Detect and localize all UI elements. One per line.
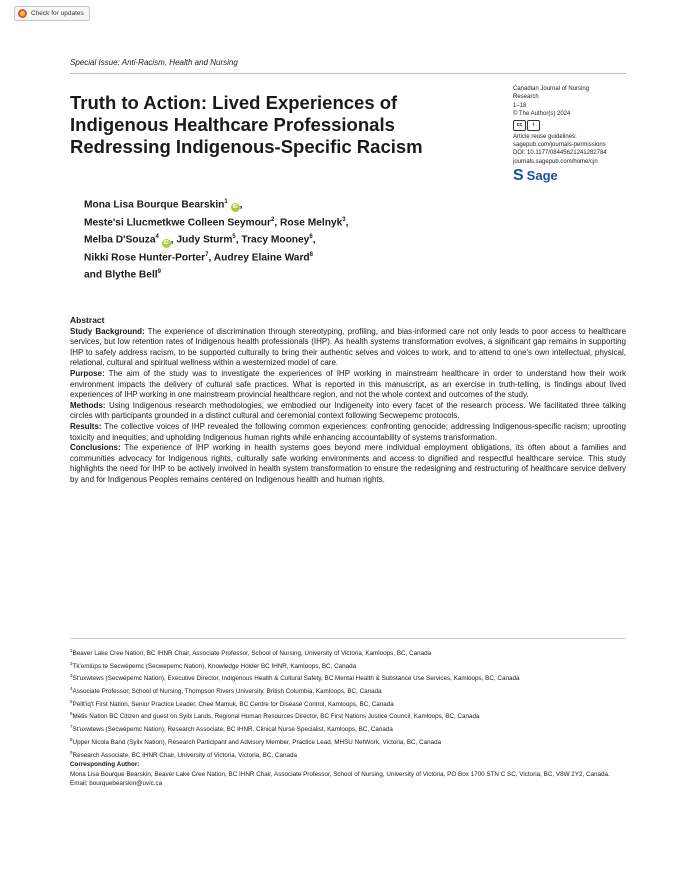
copyright: © The Author(s) 2024 [513, 111, 571, 118]
orcid-icon[interactable]: iD [232, 204, 238, 211]
attribution-icon: i [527, 120, 540, 131]
affiliation-number: 7 [70, 724, 73, 730]
abstract [70, 315, 626, 486]
affiliation-text: Upper Nicola Band (Syilx Nation), Research Participant and Advisory Member, Practice Lead, MHSU NetWork, Victoria, BC, Canada [72, 738, 442, 746]
affiliation [70, 709, 626, 722]
affiliation-number: 6 [70, 711, 73, 717]
orcid-icon[interactable]: iD [163, 239, 169, 246]
author-sup: 2 [271, 216, 275, 223]
abstract-results [70, 422, 626, 443]
author-sup: 6 [309, 234, 313, 241]
affiliation-number: 4 [70, 686, 73, 692]
affiliation-text: Research Associate, BC IHNR Chair, University of Victoria, Victoria, BC, Canada [72, 751, 297, 759]
corresponding-author-text: Mona Lisa Bourque Bearskin, Beaver Lake Cree Nation, BC IHNR Chair, Associate Professor, School of Nursing, University of Victoria, PO Box 1700 STN C SC, Victoria, BC, V8W 2Y2, Canada. [70, 770, 610, 778]
title-line-2: Indigenous Healthcare Professionals [70, 114, 395, 135]
affiliation-text: Pellt'iq't First Nation, Senior Practice Leader, Chee Mamuk, BC Centre for Disease Control, Kamloops, BC, Canada [72, 700, 394, 708]
affiliation-number: 5 [70, 698, 73, 704]
author-sup: 3 [342, 216, 346, 223]
affiliation-number: 3 [70, 673, 73, 679]
doi[interactable]: DOI: 10.1177/08445621241282784 [513, 150, 607, 157]
section-text: The experience of IHP working in health systems goes beyond mere individual employment obligations, its often about a families and communities advocacy for Indigenous rights, culturally safe working environments and access to dignified and respectful healthcare service. This study highlights the need for IHP to be actively involved in health system transformation to ensure the redesigning and restructuring of healthcare service delivery by and for Indigenous Peoples remains centered on Indigenous health and human rights. [70, 443, 627, 484]
footnote-divider [70, 638, 626, 639]
title-line-3: Redressing Indigenous-Specific Racism [70, 136, 423, 157]
cc-icon: cc [513, 120, 526, 131]
publisher-logo [513, 168, 633, 184]
sage-logo-icon: S [513, 167, 524, 185]
author-and: and [84, 269, 103, 281]
author-name: Meste'si Llucmetkwe Colleen Seymour [84, 216, 271, 228]
affiliation-text: Beaver Lake Cree Nation, BC IHNR Chair, Associate Professor, School of Nursing, University of Victoria, Kamloops, BC, Canada [72, 650, 432, 658]
journal-meta [513, 85, 633, 184]
reuse-guidelines-link[interactable]: sagepub.com/journals-permissions [513, 142, 606, 149]
author-list: Mona Lisa Bourque Bearskin$^1$ iD , Meste'si Llucmetkwe Colleen Seymour$^2$, Rose Melnyk$^3$, Melba D'Souza$^4$ iD , Judy Sturm$^5$, Tracy Mooney$^6$, Nikki Rose Hunter-Porter$^7$, Audrey Elaine Ward$^8$ and Blythe Bell$^9$ [84, 199, 349, 281]
section-label: Study Background: [70, 326, 145, 336]
section-text: The experience of discrimination through stereotyping, profiling, and bias-informed care not only leads to poor access to healthcare services, but low retention rates of Indigenous health professionals (IHP). As health systems transformation evolves, a significant gap remains in supporting IHP to safely address racism, to be supported culturally to bring their authentic selves and voices to work, and to attend to one's own intellectual, physical, relational, cultural and spiritual wellness within a westernized model of care. [70, 326, 627, 368]
author-sup: 4 [155, 234, 159, 241]
author-name: Mona Lisa Bourque Bearskin [84, 199, 225, 211]
author-sup: 8 [309, 251, 314, 258]
author-name: Blythe Bell [104, 269, 158, 281]
section-text: The aim of the study was to investigate the experiences of IHP working in mainstream healthcare in order to understand how their work environment impacts the delivery of cultural safe practices. What is reported in this manuscript, as an exercise in truth-telling, is findings about lived experiences of IHP working in one mainstream provincial healthcare region, and not the whole context and outcomes of the study. [70, 368, 627, 400]
section-text: The collective voices of IHP revealed the following common experiences: confronting genocide; addressing Indigenous-specific racism; uprooting toxicity and inequities; and upholding Indigenous human rights while enhancing accountability of systems transformation. [70, 421, 627, 442]
abstract-methods [70, 401, 626, 422]
header-divider [70, 73, 626, 74]
corresponding-author-label: Corresponding Author: [70, 761, 140, 769]
abstract-conclusions [70, 443, 626, 485]
section-label: Results: [70, 421, 102, 431]
affiliation [70, 671, 626, 684]
affiliation-text: Métis Nation BC Citizen and guest on Syilx Lands, Regional Human Resources Director, BC First Nations Justice Council, Kamloops, BC, Canada [72, 713, 480, 721]
crossmark-icon [18, 9, 27, 18]
check-for-updates-label: Check for updates [31, 10, 84, 17]
affiliation-number: 2 [70, 660, 73, 666]
affiliation-number: 1 [70, 648, 73, 653]
affiliation [70, 659, 626, 672]
special-issue-label: Special Issue: Anti-Racism, Health and Nursing [70, 58, 238, 67]
affiliation-number: 9 [70, 749, 73, 755]
author-name: Nikki Rose Hunter-Porter [84, 252, 206, 264]
abstract-purpose [70, 369, 626, 401]
section-label: Methods: [70, 400, 106, 410]
affiliation [70, 748, 626, 761]
journal-name-line-1: Canadian Journal of Nursing [513, 86, 590, 92]
article-title [70, 92, 490, 158]
journal-homepage-link[interactable]: journals.sagepub.com/home/cjn [513, 158, 598, 165]
author-name: Audrey Elaine Ward [213, 252, 310, 264]
corresponding-author-email[interactable]: Email: bourquebearskin@uvic.ca [70, 780, 163, 788]
affiliation [70, 646, 626, 659]
reuse-guidelines-label: Article reuse guidelines: [513, 133, 577, 140]
abstract-heading: Abstract [70, 315, 105, 325]
footnotes [70, 646, 626, 789]
author-sup: 7 [205, 251, 209, 258]
section-label: Conclusions: [70, 443, 121, 453]
affiliation [70, 735, 626, 748]
affiliation-number: 8 [70, 736, 73, 742]
section-text: Using Indigenous research methodologies, we embodied our Indigeneity into every facet of the research process. We facilitated three talking circles with participants grounded in a distinct cultural and ceremonial context following Secwepemc protocols. [70, 400, 627, 421]
author-name: Judy Sturm [176, 234, 233, 246]
affiliation-text: St'uxwtews (Secwépemc Nation), Executive Director, Indigenous Health & Cultural Safety, BC Mental Health & Substance Use Services, Kamloops, BC, Canada [72, 675, 520, 683]
affiliation [70, 722, 626, 735]
author-sup: 5 [232, 234, 236, 241]
author-name: Melba D'Souza [84, 234, 156, 246]
check-for-updates-button[interactable] [14, 6, 90, 21]
author-sup: 9 [157, 269, 161, 276]
title-line-1: Truth to Action: Lived Experiences of [70, 92, 398, 113]
author-sup: 1 [224, 199, 228, 205]
affiliation [70, 684, 626, 697]
author-name: Rose Melnyk [280, 216, 343, 228]
affiliation-text: St'uxwtews (Secwépemc Nation), Research Associate, BC IHNR, Clinical Nurse Specialist, Kamloops, BC, Canada [72, 726, 393, 734]
page-range: 1–18 [513, 102, 527, 109]
affiliation [70, 697, 626, 710]
affiliation-text: Tk'emlúps te Secwépemc (Secwepemc Nation), Knowledge Holder BC IHNR, Kamloops, BC, Canada [72, 662, 357, 670]
abstract-background [70, 327, 626, 369]
publisher-name: Sage [526, 168, 558, 184]
cc-license-icon [513, 120, 633, 131]
author-name: Tracy Mooney [241, 234, 310, 246]
journal-name-line-2: Research [513, 94, 539, 101]
section-label: Purpose: [70, 368, 105, 378]
affiliation-text: Associate Professor, School of Nursing, Thompson Rivers University, British Columbia, Kamloops, BC, Canada [72, 688, 382, 696]
